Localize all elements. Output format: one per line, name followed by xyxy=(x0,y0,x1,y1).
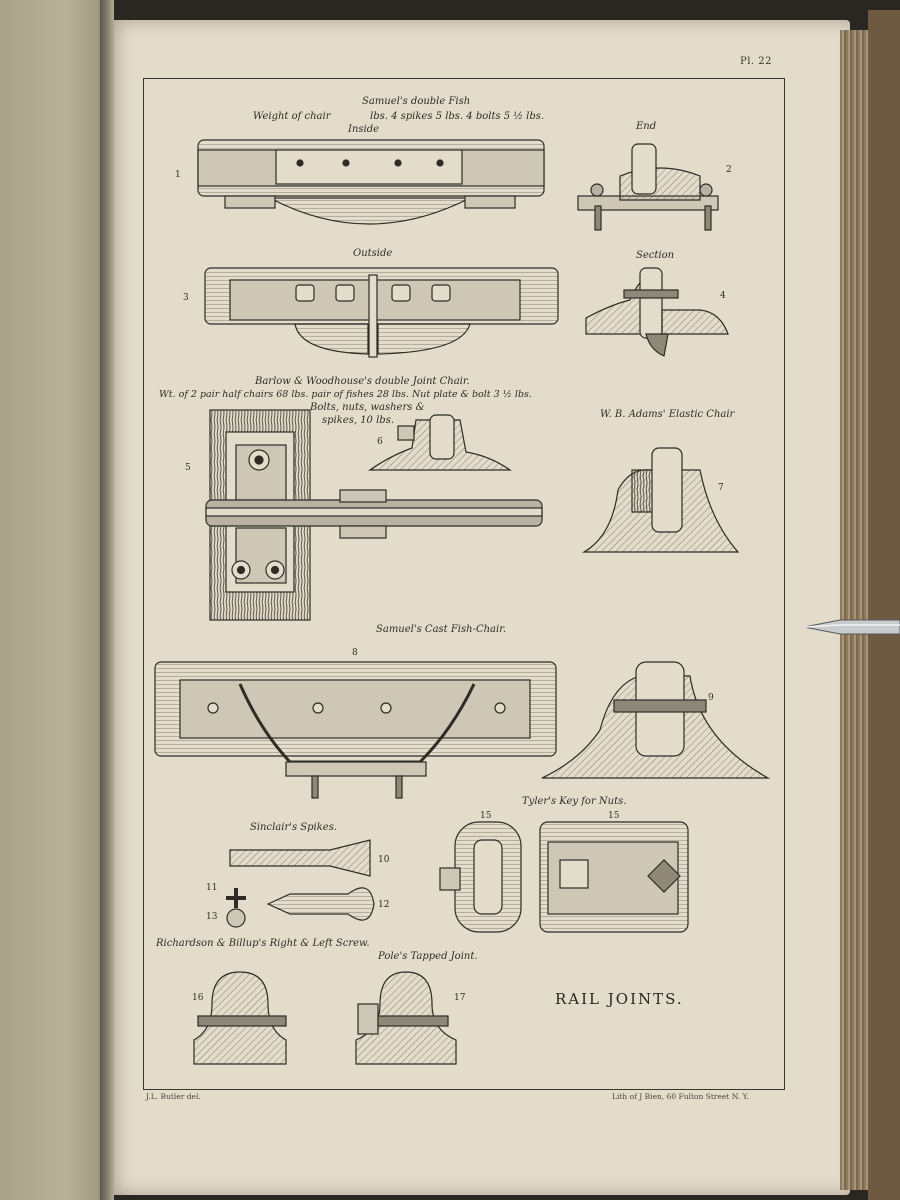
fig16-caption: Richardson & Billup's Right & Left Screw. xyxy=(156,938,370,949)
fig10-13-spikes xyxy=(226,840,374,927)
credit-right: Lith of J Bien, 60 Fulton Street N. Y. xyxy=(612,1092,749,1101)
fig1-weight-value: lbs. 4 spikes 5 lbs. 4 bolts 5 ½ lbs. xyxy=(370,111,545,122)
fig1-title: Samuel's double Fish xyxy=(362,96,471,107)
plate-number: Pl. 22 xyxy=(740,56,773,67)
figure-number-8: 8 xyxy=(352,648,358,658)
fig5-plan-on-sleeper xyxy=(206,410,542,620)
fig5-line3: Bolts, nuts, washers & xyxy=(310,402,425,413)
plate-title: RAIL JOINTS. xyxy=(555,990,684,1008)
fig2-end-view xyxy=(578,144,718,230)
figure-number-15: 15 xyxy=(608,811,620,821)
figure-number-5: 5 xyxy=(185,463,191,473)
fig8-caption: Samuel's Cast Fish-Chair. xyxy=(376,624,507,635)
fig2-caption: End xyxy=(636,121,657,132)
fig8-cast-fish-chair xyxy=(155,662,556,798)
figure-number-17: 17 xyxy=(454,993,466,1003)
figure-number-10: 10 xyxy=(378,855,390,865)
figure-number-4: 4 xyxy=(720,291,726,301)
figure-number-1: 1 xyxy=(175,170,181,180)
fig7-caption: W. B. Adams' Elastic Chair xyxy=(600,409,735,420)
fig14-15-tylers-key xyxy=(440,822,688,932)
fig5-line4: spikes, 10 lbs. xyxy=(322,415,395,426)
figure-number-16: 16 xyxy=(192,993,204,1003)
fig5-line2: Wt. of 2 pair half chairs 68 lbs. pair of fishes 28 lbs. Nut plate & bolt 3 ½ lbs. xyxy=(159,389,532,400)
figure-number-6: 6 xyxy=(377,437,383,447)
fig16-right-left-screw xyxy=(194,972,286,1064)
figure-number-7: 7 xyxy=(718,483,724,493)
fig3-caption: Outside xyxy=(353,248,393,259)
figure-number-9: 9 xyxy=(708,693,714,703)
fig1-sub: Inside xyxy=(348,124,380,135)
figure-number-14: 15 xyxy=(480,811,492,821)
fig5-title: Barlow & Woodhouse's double Joint Chair. xyxy=(255,376,470,387)
figure-number-11: 11 xyxy=(206,883,218,893)
fig15-caption: Tyler's Key for Nuts. xyxy=(522,796,627,807)
fig17-caption: Pole's Tapped Joint. xyxy=(378,951,478,962)
fig3-outside-view xyxy=(205,268,558,357)
fig10-caption: Sinclair's Spikes. xyxy=(250,822,338,833)
figure-number-13: 13 xyxy=(206,912,218,922)
figure-number-3: 3 xyxy=(183,293,189,303)
knife-blade xyxy=(800,612,900,642)
figure-number-12: 12 xyxy=(378,900,390,910)
fig9-chair-section xyxy=(542,662,768,778)
fig7-elastic-chair xyxy=(584,448,738,552)
fig1-weight-label: Weight of chair xyxy=(253,111,331,122)
fig4-caption: Section xyxy=(636,250,675,261)
figure-number-2: 2 xyxy=(726,165,732,175)
fig17-tapped-joint xyxy=(356,972,456,1064)
fig1-double-fish xyxy=(198,140,544,224)
credit-left: J.L. Butler del. xyxy=(146,1092,201,1101)
fig4-section xyxy=(586,268,728,356)
